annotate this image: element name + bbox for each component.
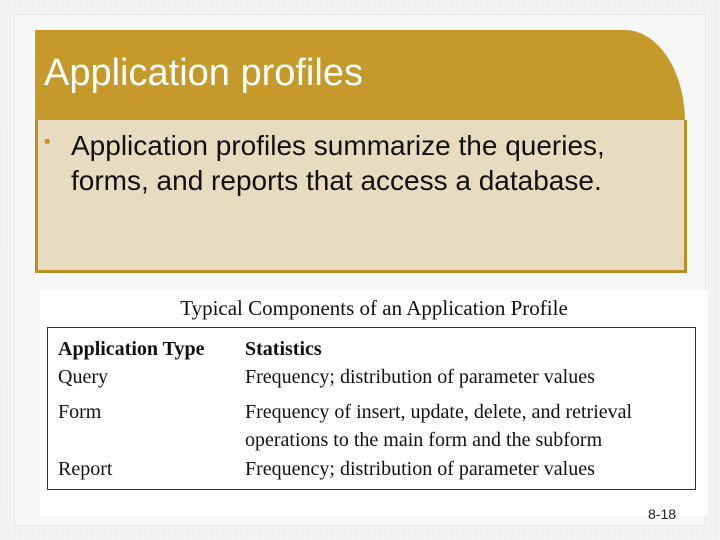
- row-stat-form-line2: operations to the main form and the subform: [245, 429, 603, 451]
- header-statistics: Statistics: [245, 338, 322, 360]
- row-type-query: Query: [58, 366, 108, 388]
- row-type-report: Report: [58, 458, 113, 480]
- row-stat-report: Frequency; distribution of parameter values: [245, 458, 595, 480]
- square-bullet-icon: ▪: [44, 131, 51, 151]
- bullet-text: Application profiles summarize the queries, forms, and reports that access a database.: [71, 130, 605, 196]
- row-type-form: Form: [58, 401, 102, 423]
- slide-number: 8-18: [648, 506, 677, 522]
- row-stat-form-line1: Frequency of insert, update, delete, and retrieval: [245, 401, 633, 423]
- table-caption: Typical Components of an Application Profile: [180, 296, 568, 320]
- slide-title: Application profiles: [44, 52, 363, 94]
- header-application-type: Application Type: [58, 338, 205, 360]
- row-stat-query: Frequency; distribution of parameter values: [245, 366, 595, 388]
